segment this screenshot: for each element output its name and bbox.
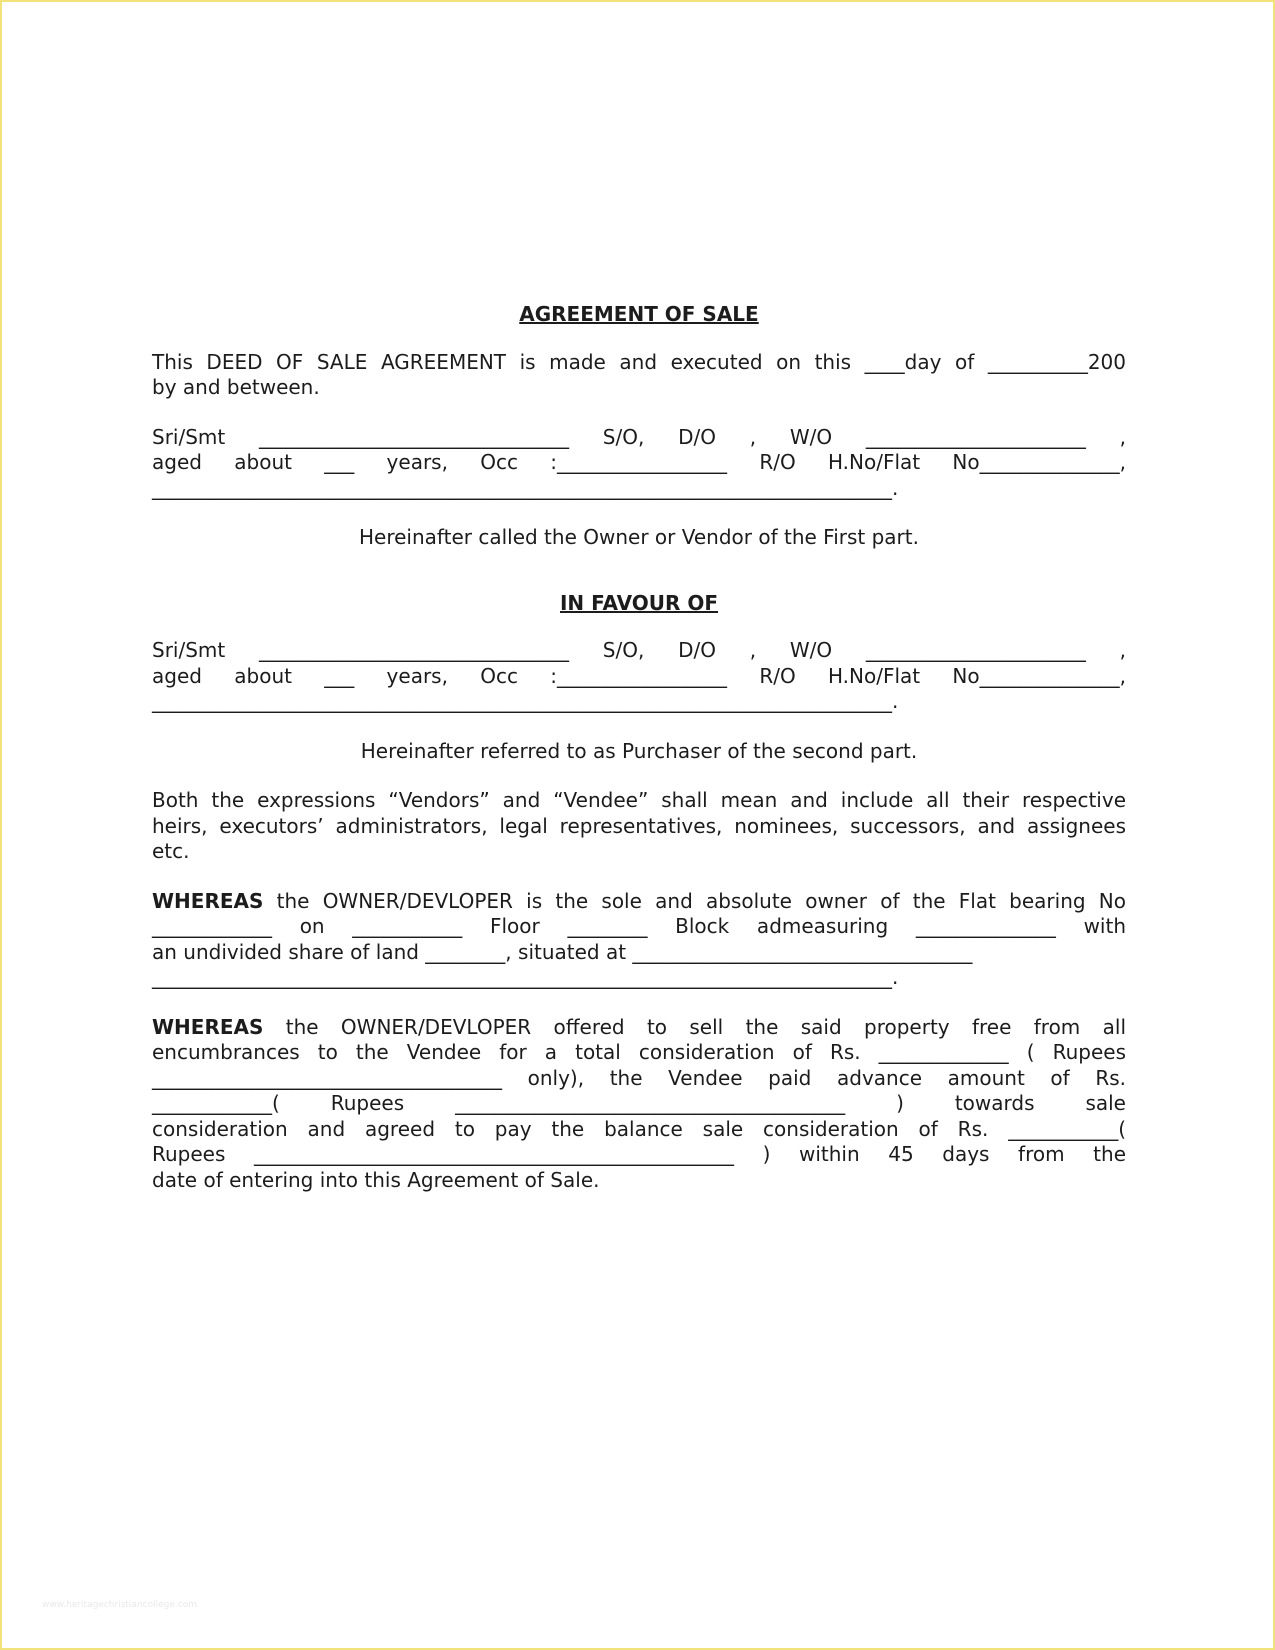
purchaser-details	[152, 638, 1126, 715]
vendor-details	[152, 425, 1126, 502]
vendor-line: __________________________________________________________________________.	[152, 475, 899, 500]
whereas-line: ____________ on ___________ Floor ________ Block admeasuring ______________ with	[152, 914, 1126, 938]
vendor-caption: Hereinafter called the Owner or Vendor of the First part.	[359, 525, 919, 549]
favour-heading: IN FAVOUR OF	[559, 590, 719, 615]
intro-line: by and between.	[152, 375, 320, 399]
document-title: AGREEMENT OF SALE	[519, 302, 759, 326]
whereas-keyword: WHEREAS	[152, 888, 264, 913]
whereas-line: ___________________________________ only), the Vendee paid advance amount of Rs.	[152, 1065, 1126, 1090]
expressions-paragraph	[152, 788, 1126, 865]
purchaser-line: Sri/Smt _______________________________ S/O, D/O , W/O ______________________ ,	[152, 638, 1126, 662]
purchaser-line: aged about ___ years, Occ :_________________ R/O H.No/Flat No______________,	[152, 663, 1126, 688]
whereas-line: Rupees ________________________________________________ ) within 45 days from the	[152, 1142, 1126, 1166]
expressions-line: etc.	[152, 839, 190, 863]
whereas-consideration-paragraph	[152, 1015, 1126, 1194]
whereas-line: consideration and agreed to pay the balance sale consideration of Rs. ___________(	[152, 1116, 1126, 1141]
purchaser-caption: Hereinafter referred to as Purchaser of the second part.	[360, 738, 918, 763]
vendor-line: aged about ___ years, Occ :_________________ R/O H.No/Flat No______________,	[152, 450, 1126, 474]
whereas-text: the OWNER/DEVLOPER is the sole and absolute owner of the Flat bearing No	[276, 888, 1127, 913]
document-body	[152, 302, 1126, 1217]
whereas-flat-paragraph	[152, 889, 1126, 991]
expressions-line: Both the expressions “Vendors” and “Vendee” shall mean and include all their respective	[152, 788, 1126, 812]
whereas-keyword: WHEREAS	[152, 1014, 264, 1039]
whereas-line	[152, 1015, 1126, 1041]
whereas-line: encumbrances to the Vendee for a total consideration of Rs. _____________ ( Rupees	[152, 1040, 1126, 1064]
vendor-line: Sri/Smt _______________________________ S/O, D/O , W/O ______________________ ,	[152, 424, 1126, 449]
expressions-line: heirs, executors’ administrators, legal representatives, nominees, successors, and assignees	[152, 813, 1126, 838]
whereas-text: the OWNER/DEVLOPER offered to sell the said property free from all	[285, 1014, 1126, 1039]
intro-paragraph	[152, 350, 1126, 401]
whereas-line: an undivided share of land ________, situated at __________________________________	[152, 939, 973, 964]
whereas-line: ____________( Rupees _______________________________________ ) towards sale	[152, 1091, 1126, 1115]
whereas-line	[152, 889, 1126, 915]
watermark-text: www.heritagechristiancollege.com	[42, 1600, 197, 1610]
whereas-line: __________________________________________________________________________.	[152, 965, 899, 989]
intro-line: This DEED OF SALE AGREEMENT is made and executed on this ____day of __________200	[152, 349, 1126, 374]
whereas-line: date of entering into this Agreement of Sale.	[152, 1167, 600, 1192]
purchaser-line: __________________________________________________________________________.	[152, 689, 899, 713]
